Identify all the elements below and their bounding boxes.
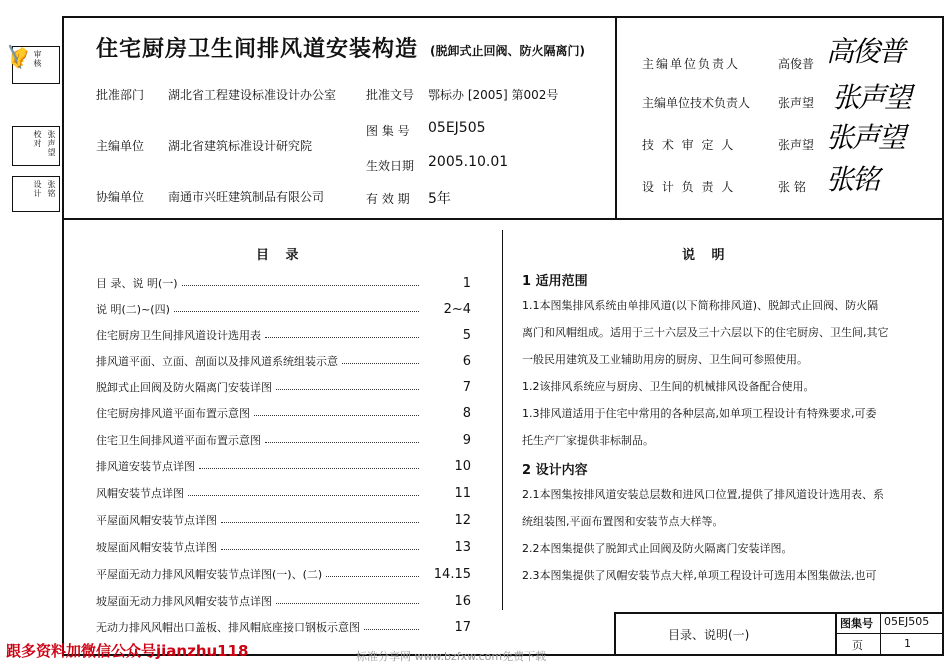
page-subtitle: (脱卸式止回阀、防火隔离门) [430,44,585,58]
toc-leader-dots [265,337,419,338]
notes-line: 2.1本图集按排风道安装总层数和进风口位置,提供了排风道设计选用表、系 [522,488,884,501]
toc-item-text: 排风道安装节点详图 [96,460,195,473]
side-label-check: 校对 [33,130,42,148]
sig-role-2: 主编单位技术负责人 [642,96,751,110]
title-block-split [835,612,837,656]
toc-item-text: 排风道平面、立面、剖面以及排风道系统组装示意 [96,355,338,368]
sig-role-4: 设 计 负 责 人 [642,180,736,194]
toc-leader-dots [276,389,419,390]
side-label-design: 设计 [33,180,42,198]
toc-leader-dots [276,603,419,604]
signature-4: 张铭 [826,163,879,196]
header-split [615,16,617,218]
toc-leader-dots [364,629,419,630]
validity: 5年 [428,191,451,207]
toc-item-text: 平屋面无动力排风风帽安装节点详图(一)、(二) [96,568,323,581]
toc-item [96,349,471,369]
signature-3: 张声望 [826,121,905,154]
sig-name-3: 张声望 [778,138,815,152]
notes-line: 统组装图,平面布置图和安装节点大样等。 [522,515,724,528]
toc-item-page: 9 [462,433,471,448]
toc-item-text: 坡屋面无动力排风风帽安装节点详图 [96,595,272,608]
toc-item [96,375,471,395]
side-label-checker-name: 张声望 [47,130,56,157]
toc-item [96,454,471,474]
toc-leader-dots [182,285,419,286]
approval-doc: 鄂标办 [2005] 第002号 [428,88,559,102]
notes-line: 托生产厂家提供非标制品。 [522,434,654,447]
toc-leader-dots [265,442,419,443]
notes-line: 离门和风帽组成。适用于三十六层及三十六层以下的住宅厨房、卫生间,其它 [522,326,889,339]
notes-line: 1.3排风道适用于住宅中常用的各种层高,如单项工程设计有特殊要求,可委 [522,407,877,420]
toc-item [96,401,471,421]
approval-dept: 湖北省工程建设标准设计办公室 [168,88,337,102]
chief-unit-label: 主编单位 [96,139,145,153]
toc-leader-dots [199,468,419,469]
notes-section-heading: 1 适用范围 [522,274,588,289]
chief-unit: 湖北省建筑标准设计研究院 [168,139,313,153]
toc-item-text: 风帽安装节点详图 [96,487,184,500]
toc-item-text: 脱卸式止回阀及防火隔离门安装详图 [96,381,272,394]
toc-leader-dots [221,549,419,550]
side-signature: ✍ [0,43,31,73]
signature-1: 高俊普 [826,35,905,68]
toc-item-page: 16 [454,594,471,609]
toc-item-text: 目 录、说 明(一) [96,277,178,290]
toc-item-page: 6 [462,354,471,369]
toc-leader-dots [342,363,419,364]
watermark-center: 标准分享网 www.bzfxw.com免费下载 [356,650,547,663]
atlas-no-label: 图 集 号 [366,124,410,138]
validity-label: 有 效 期 [366,192,410,206]
toc-item-page: 1 [462,276,471,291]
page-title: 住宅厨房卫生间排风道安装构造 [96,37,419,62]
toc-item-text: 坡屋面风帽安装节点详图 [96,541,217,554]
toc-leader-dots [254,415,419,416]
toc-item [96,297,471,317]
toc-leader-dots [326,576,419,577]
toc-item-text: 说 明(二)~(四) [96,303,170,316]
toc-item [96,589,471,609]
toc-item [96,562,471,582]
toc-item-text: 住宅厨房排风道平面布置示意图 [96,407,250,420]
page-label: 页 [852,639,863,652]
atlas-label: 图集号 [840,617,873,630]
toc-item-text: 平屋面风帽安装节点详图 [96,514,217,527]
side-label-designer-name: 张铭 [47,180,56,198]
toc-leader-dots [174,311,419,312]
toc-item-page: 12 [454,513,471,528]
toc-leader-dots [221,522,419,523]
toc-item [96,508,471,528]
watermark-left: 跟多资料加微信公众号jianzhu118 [6,642,249,660]
title-block-col [880,612,881,656]
side-label-audit: 审核 [33,50,42,68]
toc-item-text: 住宅卫生间排风道平面布置示意图 [96,434,261,447]
notes-line: 一般民用建筑及工业辅助用房的厨房、卫生间可参照使用。 [522,353,808,366]
approval-dept-label: 批准部门 [96,88,145,102]
co-unit-label: 协编单位 [96,190,145,204]
effective-date: 2005.10.01 [428,154,509,170]
sig-name-4: 张 铭 [778,180,806,194]
toc-item-page: 7 [462,380,471,395]
notes-section-heading: 2 设计内容 [522,463,588,478]
effective-date-label: 生效日期 [366,159,415,173]
toc-item-page: 5 [462,328,471,343]
toc-item [96,615,471,635]
sig-name-1: 高俊普 [778,57,815,71]
co-unit: 南通市兴旺建筑制品有限公司 [168,190,325,204]
header-divider [62,218,944,220]
toc-item-page: 8 [462,406,471,421]
atlas-value: 05EJ505 [884,615,930,628]
side-strip [2,16,60,212]
toc-item [96,323,471,343]
notes-title: 说 明 [682,248,731,263]
toc-item [96,481,471,501]
page-value: 1 [904,637,911,650]
toc-title: 目 录 [256,248,305,263]
sig-role-1: 主编单位负责人 [642,57,741,71]
toc-item-text: 住宅厨房卫生间排风道设计选用表 [96,329,261,342]
toc-item [96,428,471,448]
sheet-title: 目录、说明(一) [668,628,750,642]
toc-item-page: 14.15 [433,567,471,582]
title-block-row [835,633,944,634]
toc-item-page: 13 [454,540,471,555]
toc-item-text: 无动力排风风帽出口盖板、排风帽底座接口钢板示意图 [96,621,360,634]
signature-2: 张声望 [832,81,911,114]
notes-line: 1.1本图集排风系统由单排风道(以下简称排风道)、脱卸式止回阀、防火隔 [522,299,879,312]
toc-item-page: 11 [454,486,471,501]
toc-item [96,271,471,291]
notes-line: 1.2该排风系统应与厨房、卫生间的机械排风设备配合使用。 [522,380,815,393]
toc-leader-dots [188,495,419,496]
toc-item [96,535,471,555]
toc-item-page: 10 [454,459,471,474]
toc-item-page: 2~4 [443,302,471,317]
notes-line: 2.3本图集提供了风帽安装节点大样,单项工程设计可选用本图集做法,也可 [522,569,877,582]
atlas-no: 05EJ505 [428,120,486,136]
toc-item-page: 17 [454,620,471,635]
sig-role-3: 技 术 审 定 人 [642,138,736,152]
notes-line: 2.2本图集提供了脱卸式止回阀及防火隔离门安装详图。 [522,542,793,555]
sig-name-2: 张声望 [778,96,815,110]
body-split [502,230,503,610]
approval-doc-label: 批准文号 [366,88,415,102]
